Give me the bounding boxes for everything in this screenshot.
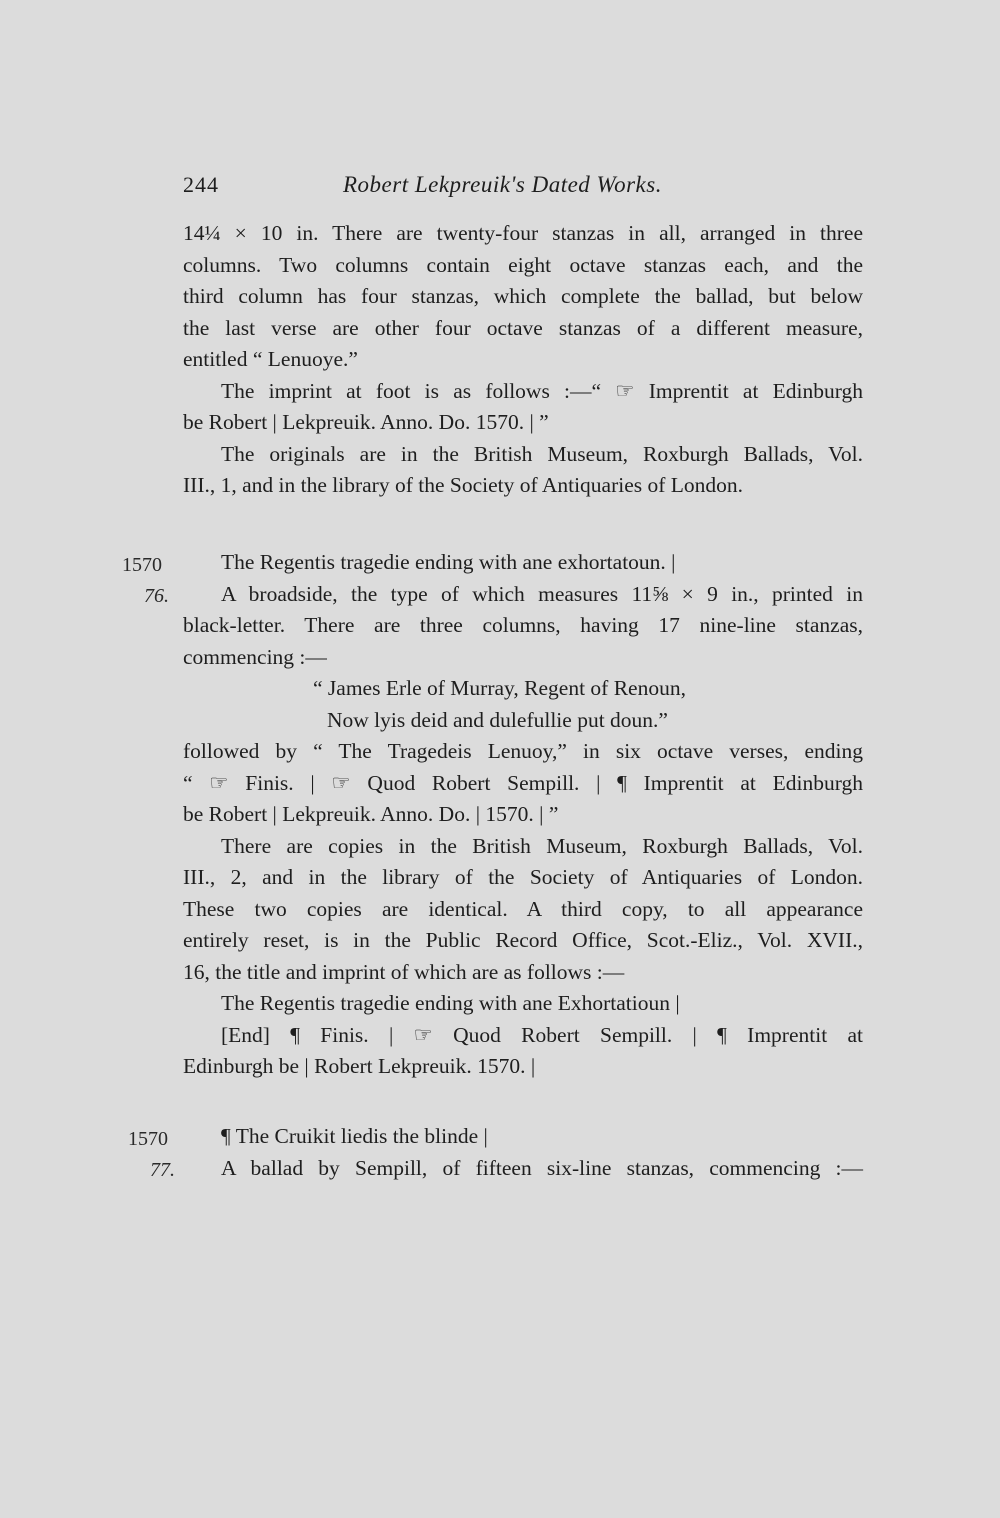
text-line: The imprint at foot is as follows :—“ ☞ Imprentit at Edinburgh [221, 378, 863, 403]
running-title: Robert Lekpreuik's Dated Works. [343, 172, 662, 197]
text-line: Edinburgh be | Robert Lekpreuik. 1570. | [183, 1054, 536, 1078]
text-line: be Robert | Lekpreuik. Anno. Do. | 1570. | ” [183, 802, 559, 826]
entry-77-year: 1570 [128, 1128, 168, 1150]
text-line: entirely reset, is in the Public Record Office, Scot.-Eliz., Vol. XVII., [183, 928, 863, 952]
text-line: entitled “ Lenuoye.” [183, 347, 358, 371]
text-line: III., 1, and in the library of the Society of Antiquaries of London. [183, 473, 744, 497]
text-line: be Robert | Lekpreuik. Anno. Do. 1570. | ” [183, 410, 549, 434]
text-line: III., 2, and in the library of the Society of Antiquaries of London. [183, 865, 863, 889]
text-line: columns. Two columns contain eight octave stanzas each, and the [183, 252, 863, 277]
text-line: black-letter. There are three columns, having 17 nine-line stanzas, [183, 613, 863, 637]
text-line: There are copies in the British Museum, Roxburgh Ballads, Vol. [221, 833, 863, 858]
text-line: A broadside, the type of which measures 11⅝ × 9 in., printed in [221, 581, 863, 606]
entry-76-year: 1570 [122, 554, 162, 576]
page-header [183, 172, 863, 206]
page-number: 244 [183, 172, 219, 197]
entry-title: The Regentis tragedie ending with ane exhortatoun. | [221, 550, 676, 574]
text-line: the last verse are other four octave stanzas of a different measure, [183, 315, 863, 340]
text-line: The Regentis tragedie ending with ane Exhortatioun | [221, 991, 680, 1015]
quoted-verse-line: “ James Erle of Murray, Regent of Renoun, [313, 676, 686, 700]
text-line: These two copies are identical. A third copy, to all appearance [183, 896, 863, 921]
entry-77 [183, 1121, 863, 1184]
text-line: [End] ¶ Finis. | ☞ Quod Robert Sempill. | ¶ Imprentit at [221, 1022, 863, 1047]
entry-title: ¶ The Cruikit liedis the blinde | [221, 1124, 488, 1148]
text-line: 16, the title and imprint of which are as follows :— [183, 959, 625, 984]
quoted-verse-line: Now lyis deid and dulefullie put doun.” [327, 707, 668, 732]
text-line: third column has four stanzas, which complete the ballad, but below [183, 284, 863, 308]
entry-76-number: 76. [144, 585, 169, 607]
entry-77-number: 77. [150, 1159, 175, 1181]
text-line: A ballad by Sempill, of fifteen six-line stanzas, commencing :— [221, 1155, 863, 1180]
continuation-paragraphs [183, 218, 863, 502]
text-line: The originals are in the British Museum, Roxburgh Ballads, Vol. [221, 441, 863, 466]
entry-76 [183, 547, 863, 1083]
text-line: followed by “ The Tragedeis Lenuoy,” in six octave verses, ending [183, 739, 863, 763]
text-line: commencing :— [183, 644, 327, 669]
text-line: 14¼ × 10 in. There are twenty-four stanzas in all, arranged in three [183, 221, 863, 245]
text-line: “ ☞ Finis. | ☞ Quod Robert Sempill. | ¶ Imprentit at Edinburgh [183, 770, 863, 795]
